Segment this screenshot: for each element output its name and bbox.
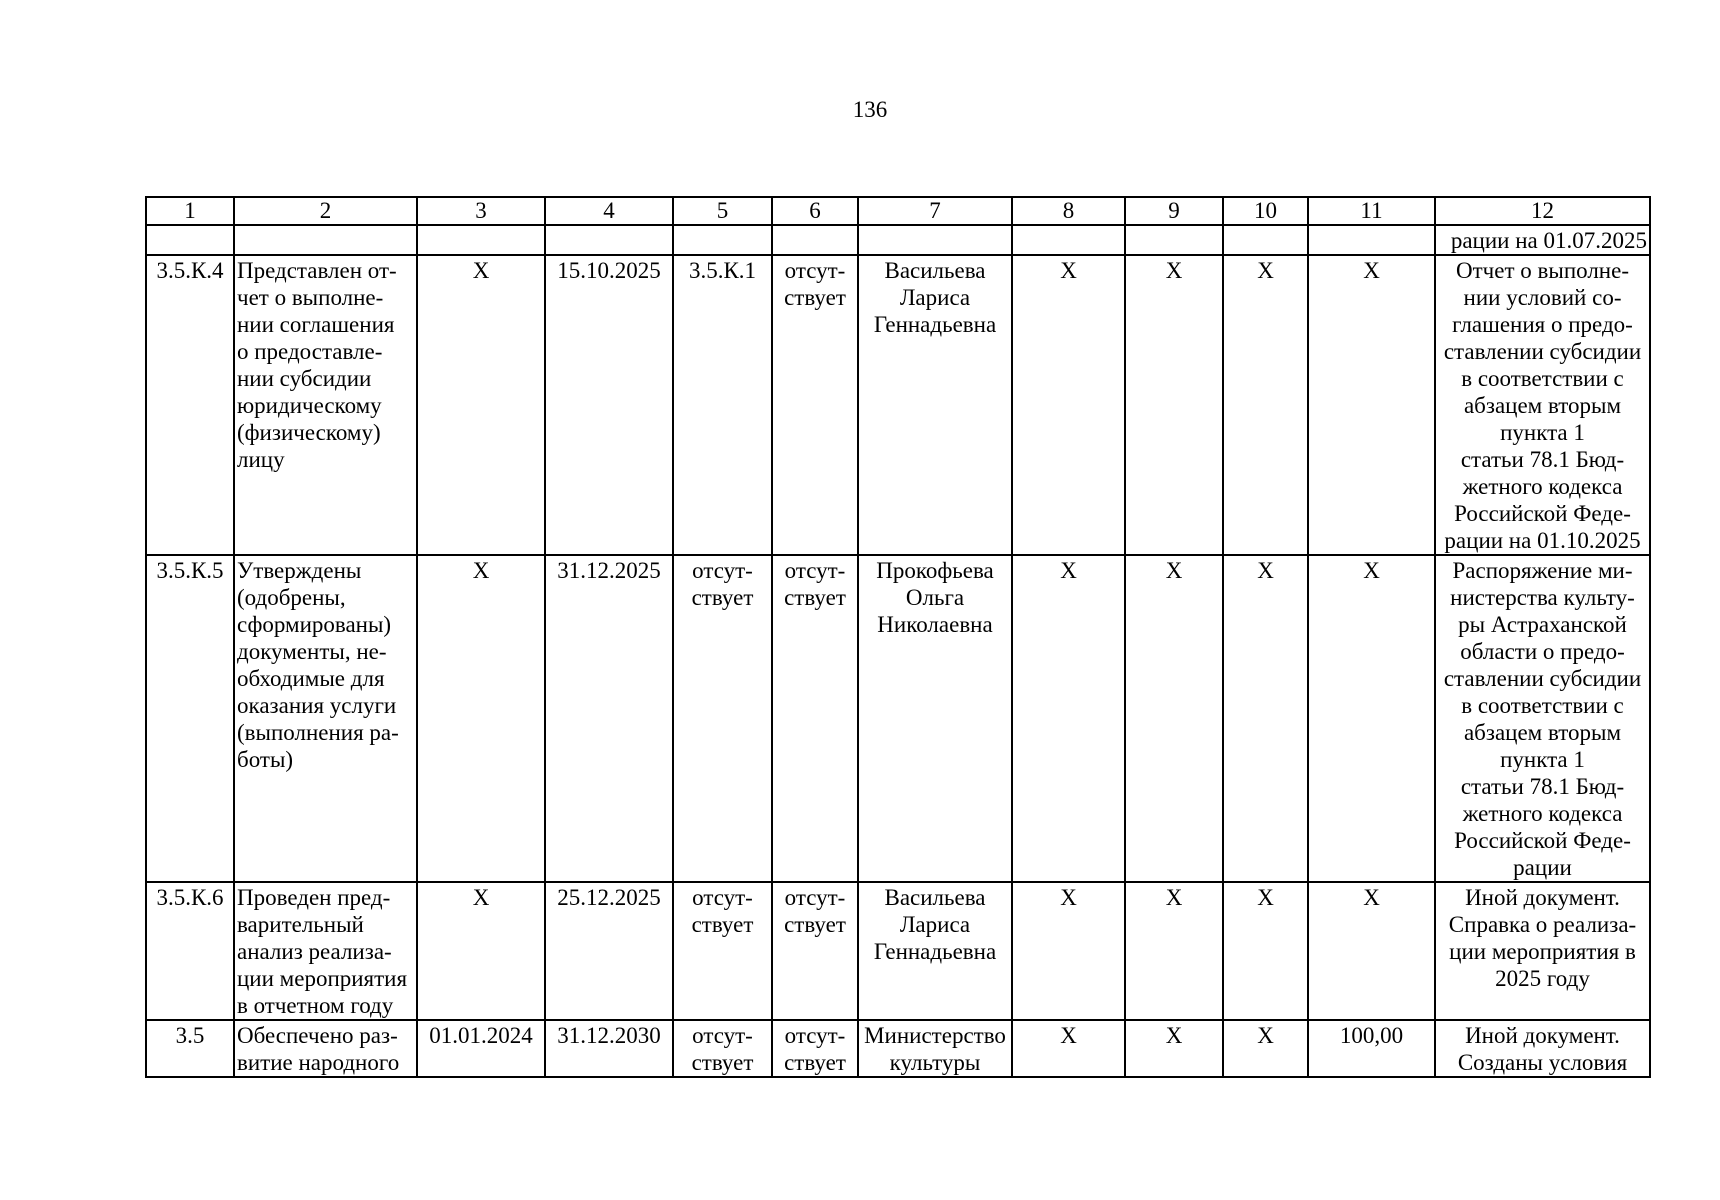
table-row	[146, 255, 1650, 555]
column-number: 9	[1125, 197, 1223, 225]
table-row	[146, 1020, 1650, 1077]
document-cell: Иной документ. Созданы условия	[1435, 1020, 1650, 1077]
col9-value: X	[1125, 1020, 1223, 1077]
col9-value: X	[1125, 555, 1223, 882]
item-description: Обеспечено раз- витие народного	[234, 1020, 417, 1077]
column-number: 10	[1223, 197, 1308, 225]
predecessor: 3.5.К.1	[673, 255, 772, 555]
col9-value: X	[1125, 882, 1223, 1020]
empty-cell	[1308, 225, 1435, 255]
responsible-person: Васильева Лариса Геннадьевна	[858, 882, 1012, 1020]
item-description: Представлен от- чет о выполне- нии соглашения о предоставле- нии субсидии юридическому (физическому) лицу	[234, 255, 417, 555]
col10-value: X	[1223, 255, 1308, 555]
empty-cell	[1223, 225, 1308, 255]
responsible-person: Васильева Лариса Геннадьевна	[858, 255, 1012, 555]
column-number: 1	[146, 197, 234, 225]
successor: отсут- ствует	[772, 255, 858, 555]
predecessor: отсут- ствует	[673, 882, 772, 1020]
empty-cell	[417, 225, 545, 255]
responsible-person: Прокофьева Ольга Николаевна	[858, 555, 1012, 882]
table-row	[146, 882, 1650, 1020]
item-description: Утверждены (одобрены, сформированы) документы, не- обходимые для оказания услуги (выполнения ра- боты)	[234, 555, 417, 882]
start-date: 01.01.2024	[417, 1020, 545, 1077]
predecessor: отсут- ствует	[673, 1020, 772, 1077]
start-date: X	[417, 255, 545, 555]
end-date: 31.12.2030	[545, 1020, 673, 1077]
empty-cell	[1012, 225, 1125, 255]
column-number: 2	[234, 197, 417, 225]
col11-value: X	[1308, 882, 1435, 1020]
column-number: 3	[417, 197, 545, 225]
column-number: 7	[858, 197, 1012, 225]
empty-cell	[858, 225, 1012, 255]
column-number: 5	[673, 197, 772, 225]
item-code: 3.5.К.4	[146, 255, 234, 555]
col8-value: X	[1012, 555, 1125, 882]
continuation-row	[146, 225, 1650, 255]
column-number: 8	[1012, 197, 1125, 225]
column-number: 4	[545, 197, 673, 225]
start-date: X	[417, 882, 545, 1020]
document-cell: Отчет о выполне- нии условий со- глашения о предо- ставлении субсидии в соответствии с абзацем вторым пункта 1 статьи 78.1 Бюд- жетного кодекса Российской Феде- рации на 01.10.2025	[1435, 255, 1650, 555]
empty-cell	[146, 225, 234, 255]
document-cell: рации на 01.07.2025	[1435, 225, 1650, 255]
document-cell: Распоряжение ми- нистерства культу- ры Астраханской области о предо- ставлении субсидии в соответствии с абзацем вторым пункта 1 статьи 78.1 Бюд- жетного кодекса Российской Феде- рации	[1435, 555, 1650, 882]
successor: отсут- ствует	[772, 1020, 858, 1077]
empty-cell	[673, 225, 772, 255]
end-date: 25.12.2025	[545, 882, 673, 1020]
column-number: 11	[1308, 197, 1435, 225]
successor: отсут- ствует	[772, 882, 858, 1020]
plan-table	[145, 196, 1651, 1078]
col8-value: X	[1012, 1020, 1125, 1077]
item-description: Проведен пред- варительный анализ реализа- ции мероприятия в отчетном году	[234, 882, 417, 1020]
col11-value: 100,00	[1308, 1020, 1435, 1077]
empty-cell	[545, 225, 673, 255]
empty-cell	[234, 225, 417, 255]
col8-value: X	[1012, 255, 1125, 555]
column-number: 6	[772, 197, 858, 225]
col10-value: X	[1223, 1020, 1308, 1077]
col9-value: X	[1125, 255, 1223, 555]
successor: отсут- ствует	[772, 555, 858, 882]
column-number-row	[146, 197, 1650, 225]
end-date: 31.12.2025	[545, 555, 673, 882]
col11-value: X	[1308, 555, 1435, 882]
table-row	[146, 555, 1650, 882]
responsible-organization: Министерство культуры	[858, 1020, 1012, 1077]
col10-value: X	[1223, 555, 1308, 882]
predecessor: отсут- ствует	[673, 555, 772, 882]
empty-cell	[772, 225, 858, 255]
empty-cell	[1125, 225, 1223, 255]
end-date: 15.10.2025	[545, 255, 673, 555]
start-date: X	[417, 555, 545, 882]
col10-value: X	[1223, 882, 1308, 1020]
col8-value: X	[1012, 882, 1125, 1020]
document-cell: Иной документ. Справка о реализа- ции мероприятия в 2025 году	[1435, 882, 1650, 1020]
item-code: 3.5.К.6	[146, 882, 234, 1020]
page-number: 136	[852, 97, 888, 122]
item-code: 3.5	[146, 1020, 234, 1077]
col11-value: X	[1308, 255, 1435, 555]
item-code: 3.5.К.5	[146, 555, 234, 882]
column-number: 12	[1435, 197, 1650, 225]
